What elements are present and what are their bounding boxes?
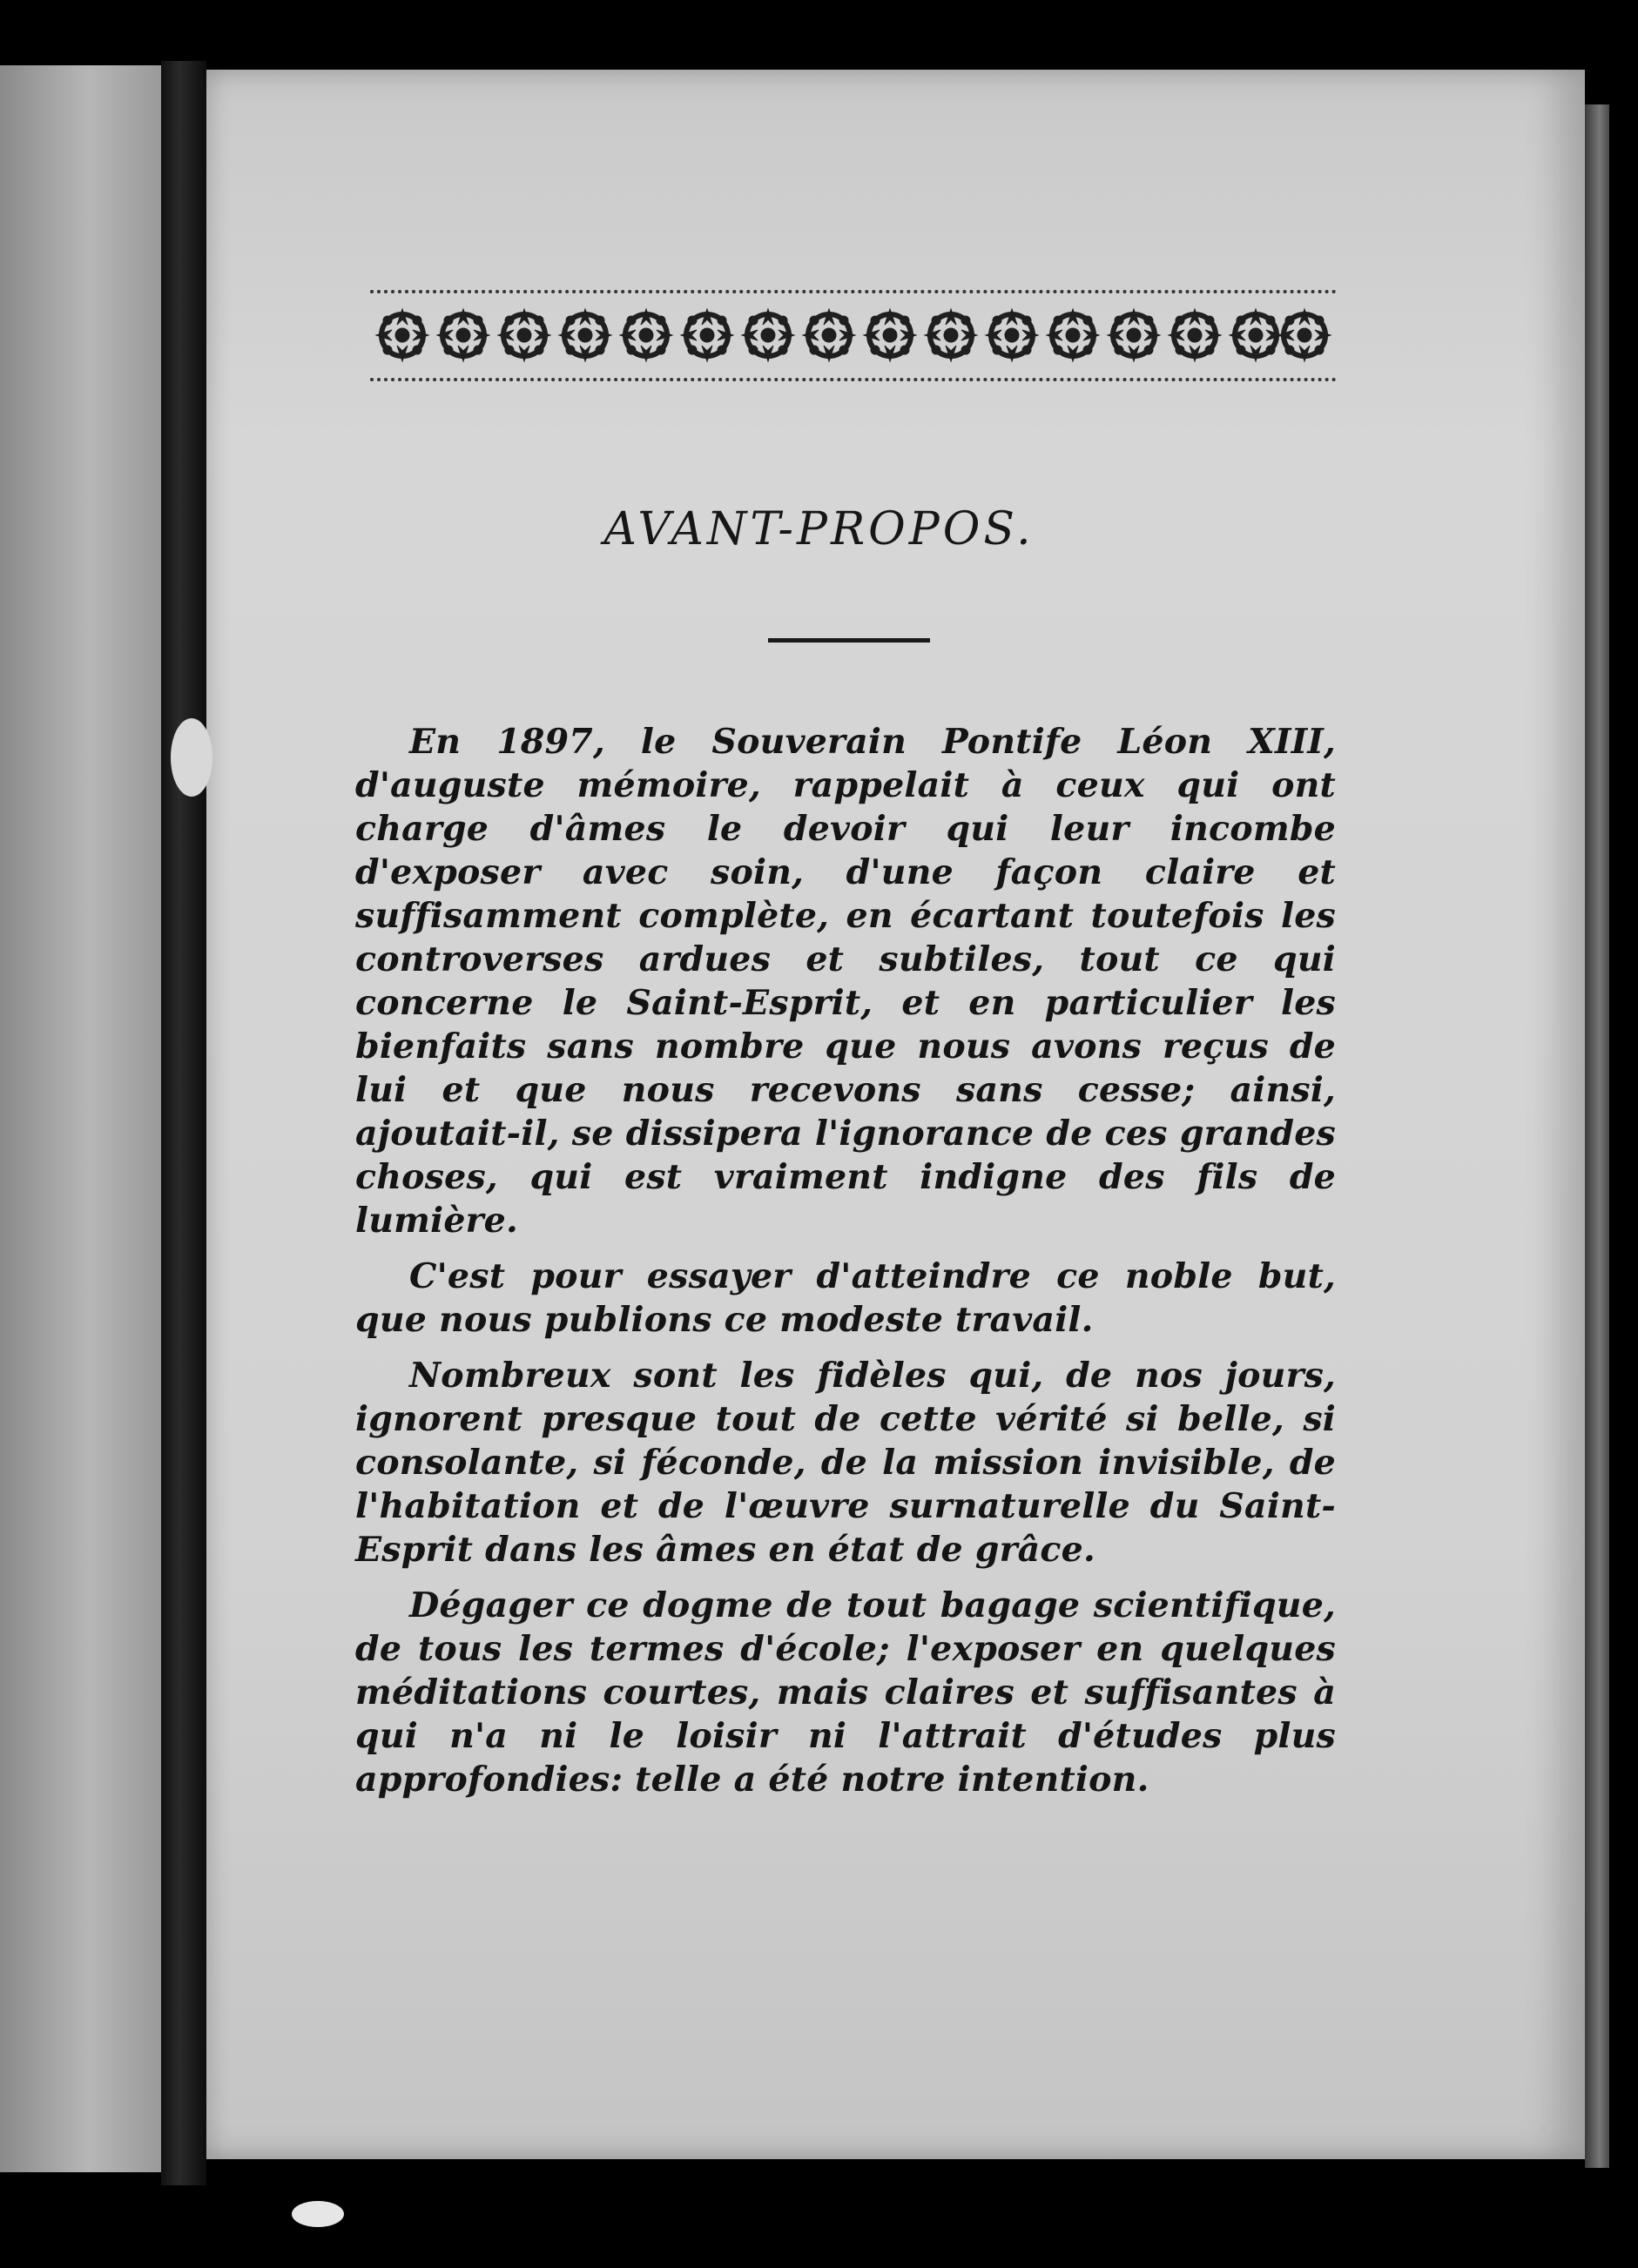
ornamental-header-band (370, 290, 1337, 381)
facing-page-edge (0, 65, 161, 2172)
paragraph: Nombreux sont les fidèles qui, de nos jours, ignorent presque tout de cette vérité si belle, si consolante, si féconde, de la mission invisible, de l'habitation et de l'œuvre surnaturelle du Saint-Esprit dans les âmes en état de grâce. (355, 1356, 1336, 1570)
page-title: AVANT-PROPOS. (603, 503, 1035, 555)
page-fore-edge (1585, 104, 1609, 2168)
paragraph: En 1897, le Souverain Pontife Léon XIII, d'auguste mémoire, rappelait à ceux qui ont charge d'âmes le devoir qui leur incombe d'exposer avec soin, d'une façon claire et suffisamment complète, en écartant toutefois les controverses ardues et subtiles, tout ce qui concerne le Saint-Esprit, et en particulier les bienfaits sans nombre que nous avons reçus de lui et que nous recevons sans cesse; ainsi, ajoutait-il, se dissipera l'ignorance de ces grandes choses, qui est vraiment indigne des fils de lumière. (355, 722, 1336, 1241)
paragraph: C'est pour essayer d'atteindre ce noble but, que nous publions ce modeste travail. (355, 1256, 1336, 1340)
scan-dust-spot (1540, 2124, 1552, 2137)
paragraph: Dégager ce dogme de tout bagage scientifique, de tous les termes d'école; l'exposer en quelques méditations courtes, mais claires et suffisantes à qui n'a ni le loisir ni l'attrait d'études plus approfondies: telle a été notre intention. (355, 1585, 1336, 1800)
scan-dust-spot (292, 2201, 344, 2227)
title-rule-divider (768, 638, 930, 643)
ornament-flowers-icon (370, 290, 1337, 381)
body-text (355, 720, 1336, 1814)
scan-dust-spot (171, 718, 212, 797)
book-gutter (161, 61, 206, 2185)
